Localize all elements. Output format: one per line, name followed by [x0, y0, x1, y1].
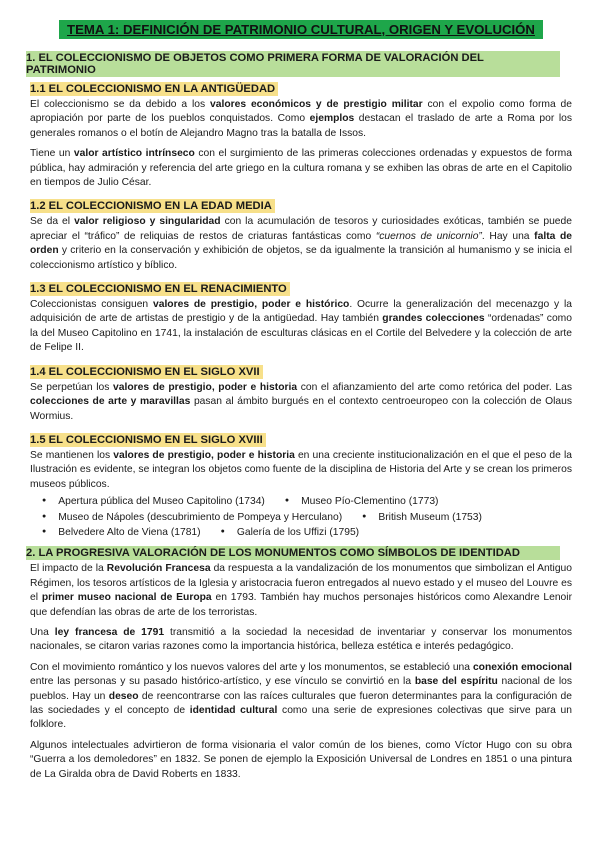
paragraph: [30, 562, 572, 620]
text-run: en 1793. También hay muchos personajes históricos como Alexandre Lenoir que defendían las obras de arte de los terroristas.: [30, 592, 572, 618]
bold-text: Revolución Francesa: [106, 563, 211, 575]
subsection-heading: 1.4 EL COLECCIONISMO EN EL SIGLO XVII: [30, 365, 263, 379]
text-run: Una: [30, 626, 55, 638]
subsection-1-3: [30, 279, 572, 356]
subsection-1-5: [30, 430, 572, 540]
subsection-heading: 1.3 EL COLECCIONISMO EN EL RENACIMIENTO: [30, 282, 290, 296]
text-run: da respuesta a la vandalización de los monumentos que simbolizan el Antiguo Régimen, los tesoros artísticos de la Iglesia y aristocracia fueron entregados al nuevo estado y el museo del Louvre es el: [30, 563, 573, 604]
list-item: ● Apertura pública del Museo Capitolino (1734): [42, 494, 265, 509]
bold-text: ley francesa de 1791: [54, 626, 165, 638]
text-run: nacional de los pueblos. Hay un: [30, 676, 573, 702]
bold-text: deseo: [108, 690, 139, 702]
bold-text: ejemplos: [309, 113, 355, 125]
paragraph: [30, 298, 572, 356]
text-run: pasan al ámbito burgués en el contexto centroeuropeo con la colección de Olaus Wormius.: [30, 396, 573, 422]
bold-text: base del espíritu: [414, 676, 498, 688]
text-run: Coleccionistas consiguen: [30, 299, 153, 311]
bold-text: grandes colecciones: [382, 313, 485, 325]
text-run: “ordenadas” como la del Museo Capitolino en 1741, la instalación de esculturas clásicas en el Cortile del Belvedere y la colección de arte de Felipe II.: [30, 313, 572, 354]
text-run: con el afianzamiento del arte como retórica del poder. Las: [297, 381, 573, 393]
subsection-1-1: [30, 79, 572, 190]
subsection-heading: 1.1 EL COLECCIONISMO EN LA ANTIGÜEDAD: [30, 82, 278, 96]
paragraph: [30, 147, 572, 190]
paragraph: [30, 449, 572, 492]
bold-text: valor artístico intrínseco: [73, 148, 195, 160]
bold-text: valor religioso y singularidad: [74, 216, 221, 228]
text-run: y criterio en la conservación y exhibición de objetos, se da igualmente la transición al humanismo y se inicia el coleccionismo artístico y bíblico.: [30, 245, 572, 271]
text-run: de reencontrarse con las raíces culturales que fueron determinantes para la configuración de las sociedades y el concepto de: [30, 690, 573, 716]
bold-text: identidad cultural: [189, 705, 278, 716]
bold-text: falta de orden: [30, 230, 573, 257]
text-run: . Hay una: [481, 230, 535, 242]
list-item: ● British Museum (1753): [362, 510, 482, 525]
text-run: entre las personas y su pasado histórico-artístico, y ese vínculo se convirtió en la: [30, 676, 415, 688]
list-item: ● Belvedere Alto de Viena (1781): [42, 525, 201, 540]
document-page: [26, 14, 573, 788]
paragraph: [30, 739, 572, 782]
text-run: Se mantienen los: [30, 449, 114, 461]
text-run: . Ocurre la generalización del mecenazgo y la adquisición de arte de artistas de prestigio y de la antigüedad. Hay también: [30, 299, 572, 325]
italic-text: “cuernos de unicornio”: [375, 230, 482, 242]
subsection-1-4: [30, 362, 572, 424]
bold-text: valores de prestigio, poder e histórico: [152, 299, 350, 311]
text-run: Algunos intelectuales advirtieron de forma visionaria el valor común de los bienes, como Víctor Hugo con su obra “Guerra a los demoledores” en 1832. Se ponen de ejemplo la Exposición Universal de Londres en 1851 o una pintura de La Giralda obra de David Roberts en 1833.: [30, 739, 572, 780]
subsection-heading: 1.5 EL COLECCIONISMO EN EL SIGLO XVIII: [30, 433, 266, 447]
bold-text: valores de prestigio, poder e historia: [113, 449, 295, 461]
paragraph: [30, 626, 572, 655]
document-title: TEMA 1: DEFINICIÓN DE PATRIMONIO CULTURAL, ORIGEN Y EVOLUCIÓN: [59, 20, 543, 39]
subsection-heading: 1.2 EL COLECCIONISMO EN LA EDAD MEDIA: [30, 199, 275, 213]
text-run: Tiene un: [30, 148, 74, 160]
bold-text: colecciones de arte y maravillas: [30, 396, 191, 408]
text-run: transmitió a la sociedad la necesidad de inventariar y conservar los monumentos nacionales, se citaron varias razones como la importancia histórica, belleza estética e interés pedagógico.: [30, 626, 572, 653]
list-item: ● Museo Pío-Clementino (1773): [285, 494, 439, 509]
text-run: con el surgimiento de las primeras colecciones ordenadas y expuestos de forma pública, hay admiración y referencia del arte griego en la cultura romana y se exhiben las obras de arte en el Capitolio en tiempos de Julio César.: [30, 148, 572, 189]
paragraph: [30, 98, 572, 141]
section-2-heading: 2. LA PROGRESIVA VALORACIÓN DE LOS MONUMENTOS COMO SÍMBOLOS DE IDENTIDAD: [26, 546, 560, 560]
text-run: Se da el: [30, 216, 75, 228]
text-run: El impacto de la: [30, 563, 107, 575]
text-run: El coleccionismo se da debido a los: [30, 99, 211, 110]
paragraph: [30, 215, 572, 273]
museum-list: [30, 494, 572, 540]
text-run: Se perpetúan los: [30, 381, 114, 393]
list-item: ● Galería de los Uffizi (1795): [221, 525, 360, 540]
list-item: ● Museo de Nápoles (descubrimiento de Pompeya y Herculano): [42, 510, 342, 525]
paragraph: [30, 381, 572, 424]
bold-text: valores económicos y de prestigio militar: [210, 99, 423, 110]
paragraph: [30, 661, 572, 733]
bold-text: valores de prestigio, poder e historia: [113, 381, 298, 393]
bold-text: conexión emocional: [472, 661, 572, 673]
text-run: como una serie de expresiones colectivas que sirve para un folklore.: [30, 705, 572, 731]
text-run: destacan el traslado de arte a Roma por los generales romanos o el botín de Alejandro Magno tras la batalla de Issos.: [30, 113, 573, 139]
text-run: en una creciente institucionalización en el que el peso de la Ilustración es evidente, se integran los objetos como fuente de la disciplina de Historia del Arte y se crean los primeros museos públicos.: [30, 449, 572, 490]
section-1-heading: 1. EL COLECCIONISMO DE OBJETOS COMO PRIMERA FORMA DE VALORACIÓN DEL PATRIMONIO: [26, 51, 560, 77]
text-run: con la acumulación de tesoros y curiosidades exóticas, también se puede apreciar el “tráfico” de reliquias de restos de criaturas fantásticas como: [30, 216, 572, 242]
text-run: con el expolio como forma de apropiación por parte de los pueblos conquistados. Como: [30, 99, 572, 125]
subsection-1-2: [30, 196, 572, 273]
text-run: Con el movimiento romántico y los nuevos valores del arte y los monumentos, se estableció una: [30, 661, 473, 673]
bold-text: primer museo nacional de Europa: [41, 592, 212, 604]
